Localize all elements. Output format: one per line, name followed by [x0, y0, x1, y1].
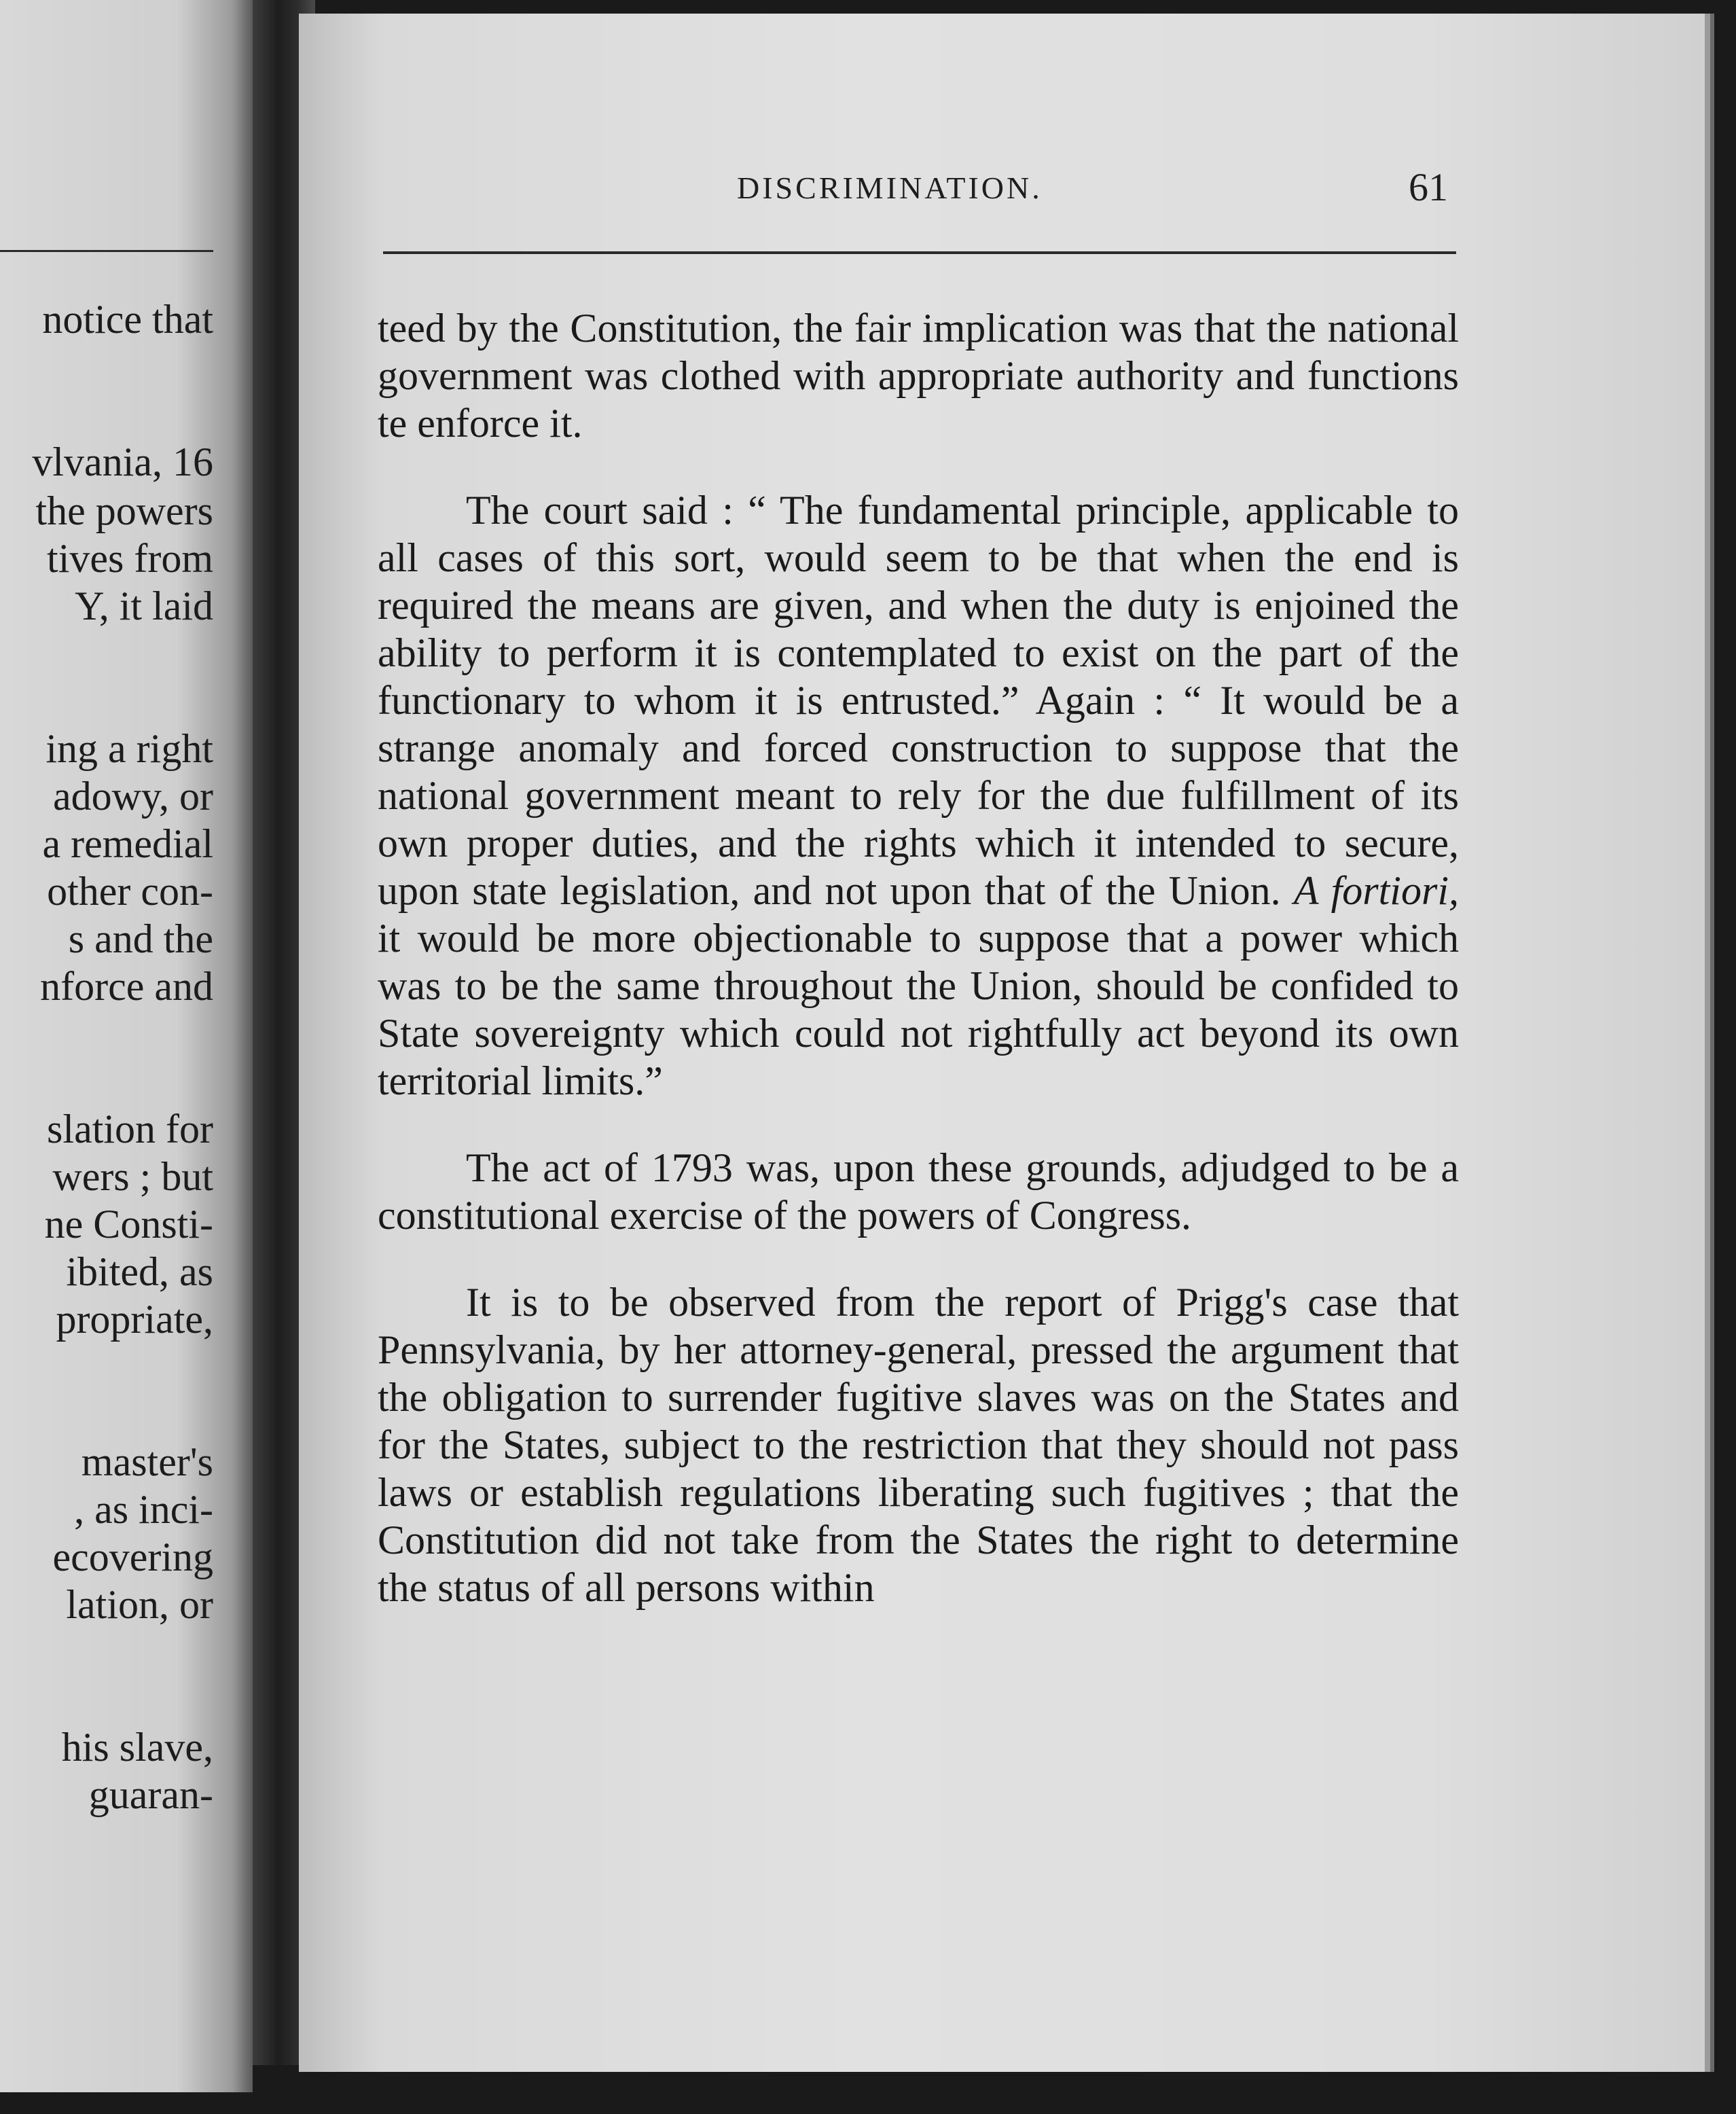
- previous-page-line: a remedial: [42, 821, 213, 866]
- previous-page-line: guaran-: [88, 1772, 213, 1817]
- previous-page-line: adowy, or: [52, 774, 213, 819]
- quote-text-continued: it would be more objectionable to suppose that a power which was to be the same throughout the Union, should be confided to State sovereignty which could not rightfully act beyond its own territorial limits.”: [378, 916, 1459, 1103]
- previous-page-line: vlvania, 16: [32, 440, 213, 484]
- previous-page-line: propriate,: [56, 1297, 213, 1342]
- previous-page-line: master's: [81, 1439, 213, 1484]
- previous-page-line: ing a right: [46, 726, 213, 771]
- previous-page-line: the powers: [35, 488, 213, 533]
- previous-page-line: Y, it laid: [75, 584, 213, 628]
- page-number: 61: [1409, 165, 1448, 209]
- previous-page-line: ne Consti-: [44, 1202, 213, 1247]
- running-head: DISCRIMINATION.: [737, 171, 1043, 205]
- previous-page-line: tives from: [47, 536, 213, 581]
- paragraph-act-1793: The act of 1793 was, upon these grounds, adjudged to be a constitutional exercise of the powers of Congress.: [378, 1145, 1459, 1238]
- italic-phrase: A fortiori,: [1293, 868, 1459, 913]
- previous-page-line: wers ; but: [52, 1154, 213, 1199]
- paragraph-continuation: teed by the Constitution, the fair implication was that the national government was clothed with appropriate authority and functions te enforce it.: [378, 306, 1459, 446]
- previous-page-fragment: [0, 0, 253, 2092]
- previous-page-line: nforce and: [40, 964, 213, 1009]
- previous-page-line: slation for: [47, 1107, 213, 1151]
- paragraph-court-quote: [378, 486, 1459, 1105]
- previous-page-line: ecovering: [52, 1535, 213, 1579]
- page-body: [378, 304, 1459, 1611]
- previous-page-line: , as inci-: [74, 1487, 213, 1532]
- previous-page-line: lation, or: [66, 1582, 213, 1627]
- quote-text: The court said : “ The fundamental principle, applicable to all cases of this sort, would seem to be that when the end is required the means are given, and when the duty is enjoined the ability to perform it is contemplated to exist on the part of the functionary to whom it is entrusted.” Again : “ It would be a strange anomaly and forced construction to suppose that the national government meant to rely for the due fulfillment of its own proper duties, and the rights which it intended to secure, upon state legislation, and not upon that of the Union.: [378, 488, 1459, 913]
- previous-page-line: other con-: [47, 869, 213, 914]
- previous-page-line: ibited, as: [66, 1249, 213, 1294]
- paragraph-priggs-case: It is to be observed from the report of Prigg's case that Pennsylvania, by her attorney-general, pressed the argument that the obligation to surrender fugitive slaves was on the States and for the States, subject to the restriction that they should not pass laws or establish regulations liberating such fugitives ; that the Constitution did not take from the States the right to determine the status of all persons within: [378, 1280, 1459, 1610]
- previous-page-line: notice that: [42, 297, 213, 342]
- previous-page-header-rule: [0, 250, 213, 252]
- header-rule: [383, 251, 1456, 254]
- previous-page-line: s and the: [68, 916, 213, 961]
- previous-page-line: his slave,: [61, 1725, 213, 1770]
